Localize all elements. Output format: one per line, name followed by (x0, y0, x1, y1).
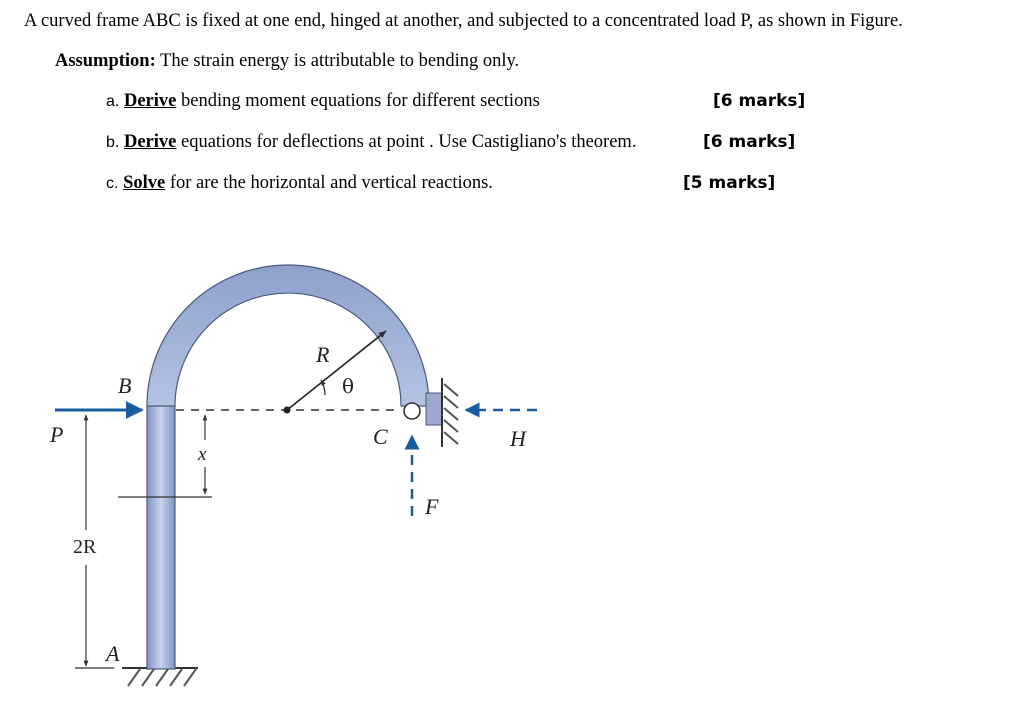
question-c-letter: c. (106, 175, 119, 192)
label-x: x (198, 444, 207, 465)
question-b-letter: b. (106, 134, 120, 151)
assumption-text: The strain energy is attributable to bending only. (155, 51, 520, 71)
curved-member-bc (147, 265, 429, 406)
problem-intro: A curved frame ABC is fixed at one end, hinged at another, and subjected to a concentrated load P, as shown in Figure. (24, 11, 903, 31)
question-b-verb: Derive (123, 132, 177, 152)
label-theta: θ (342, 374, 355, 398)
question-b-text: equations for deflections at point . Use Castigliano's theorem. (176, 132, 637, 152)
vertical-member-ab (147, 405, 175, 669)
label-h: H (510, 426, 526, 451)
label-p: P (50, 422, 64, 447)
question-c-marks: [5 marks] (683, 173, 776, 193)
assumption-label: Assumption: (55, 51, 156, 71)
label-2r: 2R (73, 536, 97, 558)
question-c-text: for are the horizontal and vertical reactions. (165, 173, 493, 193)
fixed-support-a (122, 668, 198, 686)
label-f: F (425, 494, 439, 519)
question-b-marks: [6 marks] (703, 132, 796, 152)
question-a-verb: Derive (123, 91, 177, 111)
question-a-letter: a. (106, 93, 120, 110)
label-r: R (316, 342, 330, 367)
question-c-verb: Solve (123, 173, 166, 193)
label-c: C (373, 424, 388, 449)
radius-line (287, 331, 386, 410)
question-a-text: bending moment equations for different sections (176, 91, 540, 111)
question-a-marks: [6 marks] (713, 91, 806, 111)
label-b: B (118, 373, 132, 398)
label-a: A (106, 641, 120, 666)
